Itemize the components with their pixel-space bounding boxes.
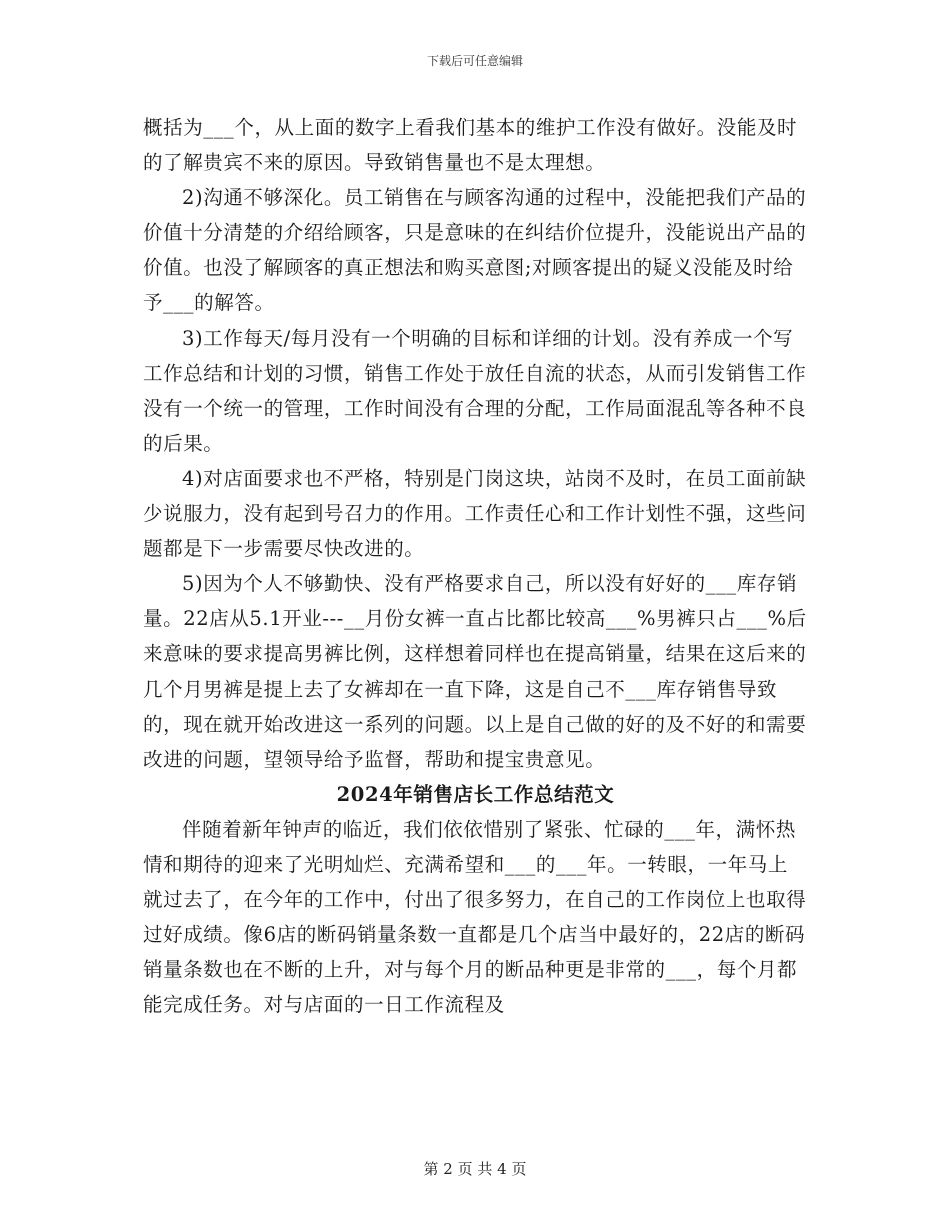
paragraph-item-3: 3)工作每天/每月没有一个明确的目标和详细的计划。没有养成一个写工作总结和计划的习惯，销售工作处于放任自流的状态，从而引发销售工作没有一个统一的管理，工作时间没有合理的分配，工作局面混乱等各种不良的后果。: [143, 326, 807, 455]
paragraph-item-5: 5)因为个人不够勤快、没有严格要求自己，所以没有好好的___库存销量。22店从5.1开业---__月份女裤一直占比都比较高___%男裤只占___%后来意味的要求提高男裤比例，这样想着同样也在提高销量，结果在这后来的几个月男裤是提上去了女裤却在一直下降，这是自己不___库存销售导致的，现在就开始改进这一系列的问题。以上是自己做的好的及不好的和需要改进的问题，望领导给予监督，帮助和提宝贵意见。: [143, 572, 807, 771]
paragraph-item-4: 4)对店面要求也不严格，特别是门岗这块，站岗不及时，在员工面前缺少说服力，没有起到号召力的作用。工作责任心和工作计划性不强，这些问题都是下一步需要尽快改进的。: [143, 466, 807, 561]
page-number: 第 2 页 共 4 页: [423, 1160, 527, 1178]
page-header: 下载后可任意编辑: [426, 54, 523, 68]
section-title: 2024年销售店长工作总结范文: [336, 782, 615, 806]
paragraph-item-2: 2)沟通不够深化。员工销售在与顾客沟通的过程中，没能把我们产品的价值十分清楚的介绍给顾客，只是意味的在纠结价位提升，没能说出产品的价值。也没了解顾客的真正想法和购买意图;对顾客提出的疑义没能及时给予___的解答。: [143, 186, 807, 315]
paragraph-intro: 伴随着新年钟声的临近，我们依依惜别了紧张、忙碌的___年，满怀热情和期待的迎来了光明灿烂、充满希望和___的___年。一转眼，一年马上就过去了，在今年的工作中，付出了很多努力，在自己的工作岗位上也取得过好成绩。像6店的断码销量条数一直都是几个店当中最好的，22店的断码销量条数也在不断的上升，对与每个月的断品种更是非常的___，每个月都能完成任务。对与店面的一日工作流程及: [143, 817, 807, 1017]
document-body: [143, 110, 808, 1022]
paragraph-continued: 概括为___个，从上面的数字上看我们基本的维护工作没有做好。没能及时的了解贵宾不来的原因。导致销售量也不是太理想。: [143, 116, 798, 175]
